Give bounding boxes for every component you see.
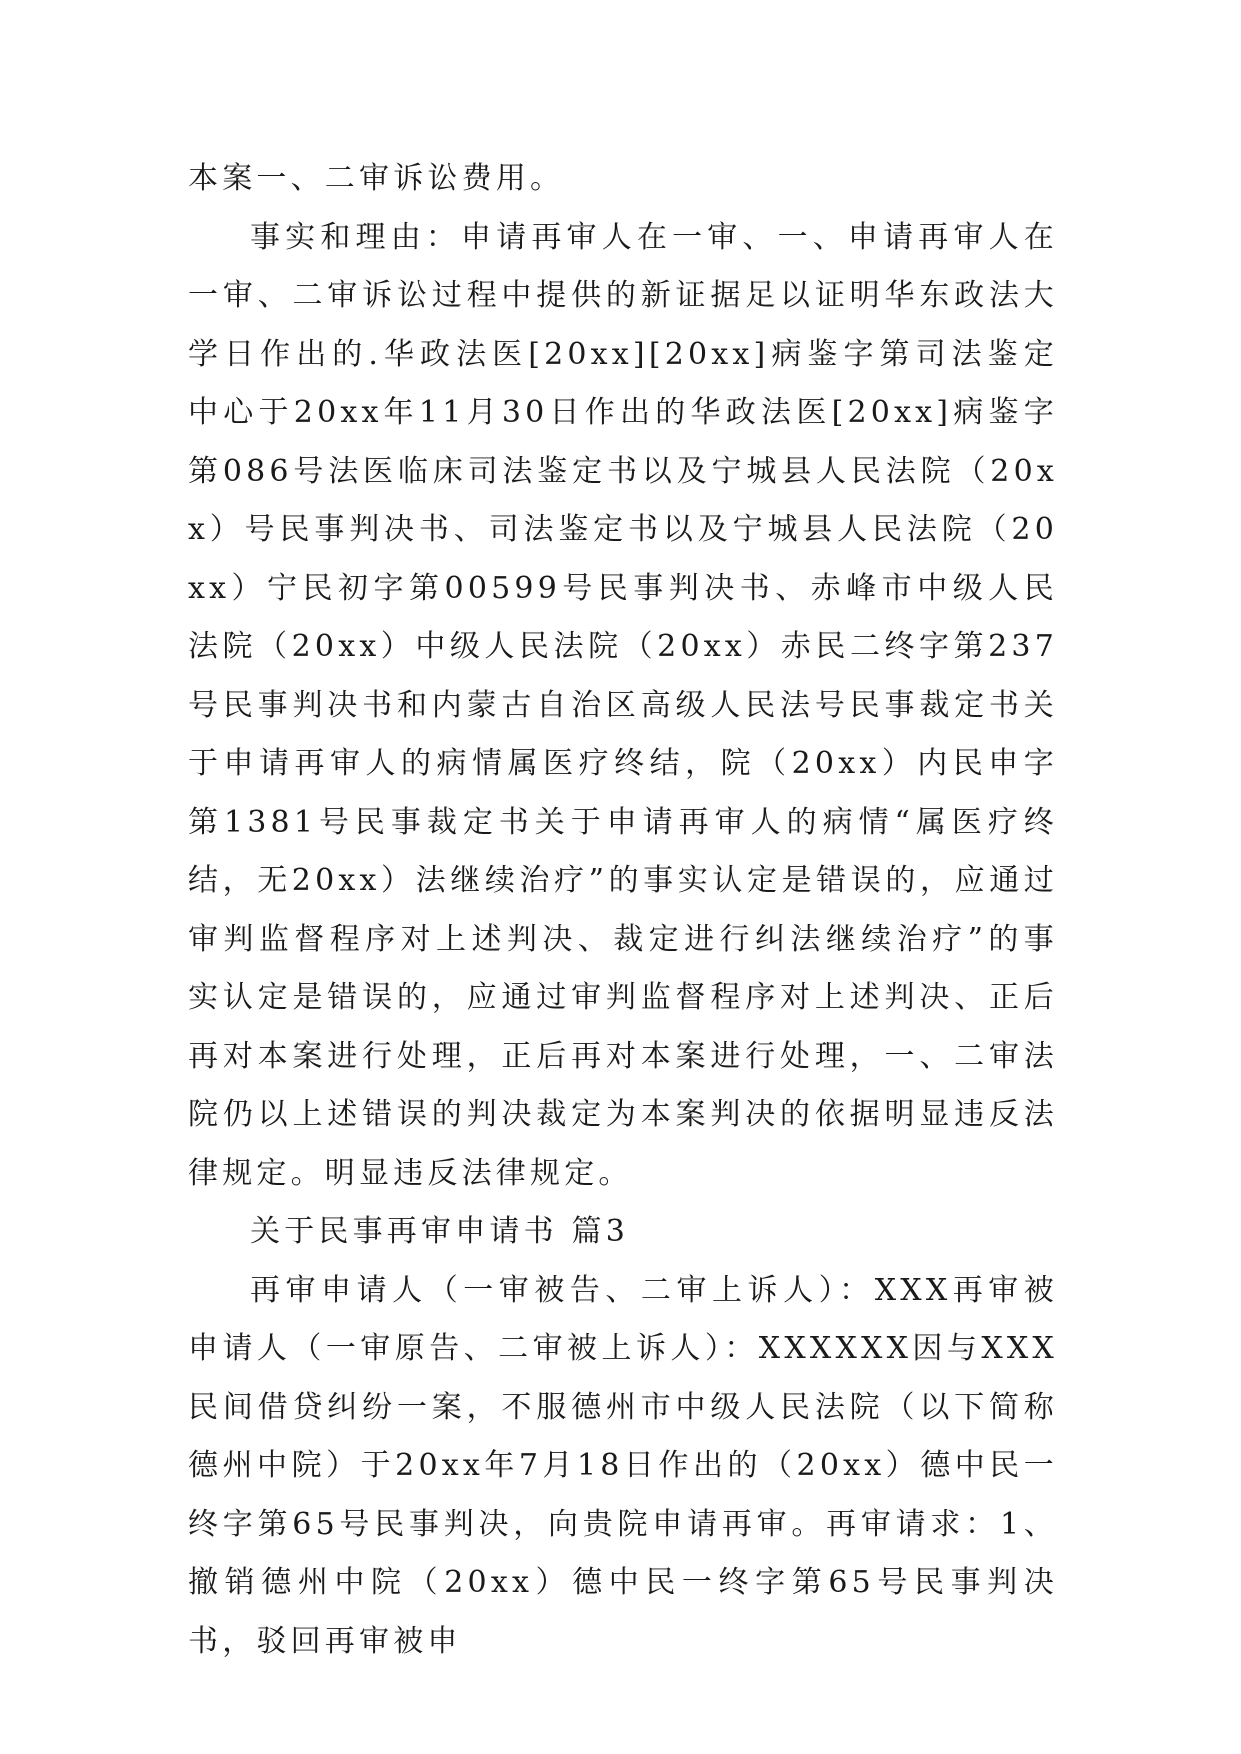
- section-heading: 关于民事再审申请书 篇3: [250, 1214, 630, 1249]
- paragraph-facts-and-reasons: 事实和理由：申请再审人在一审、一、申请再审人在一审、二审诉讼过程中提供的新证据足以证明华东政法大学日作出的.华政法医[20xx][20xx]病鉴字第司法鉴定中心于20xx年11月30日作出的华政法医[20xx]病鉴字第086号法医临床司法鉴定书以及宁城县人民法院（20xx）号民事判决书、司法鉴定书以及宁城县人民法院（20xx）宁民初字第00599号民事判决书、赤峰市中级人民法院（20xx）中级人民法院（20xx）赤民二终字第237号民事判决书和内蒙古自治区高级人民法号民事裁定书关于申请再审人的病情属医疗终结，院（20xx）内民申字第1381号民事裁定书关于申请再审人的病情“属医疗终结，无20xx）法继续治疗”的事实认定是错误的，应通过审判监督程序对上述判决、裁定进行纠法继续治疗”的事实认定是错误的，应通过审判监督程序对上述判决、正后再对本案进行处理，正后再对本案进行处理，一、二审法院仍以上述错误的判决裁定为本案判决的依据明显违反法律规定。明显违反法律规定。: [188, 219, 1058, 1191]
- document-body: [188, 150, 1058, 1671]
- paragraph-fees: 本案一、二审诉讼费用。: [188, 161, 565, 196]
- paragraph-retrial-request: 再审申请人（一审被告、二审上诉人）：XXX再审被申请人（一审原告、二审被上诉人）：XXXXXX因与XXX民间借贷纠纷一案，不服德州市中级人民法院（以下简称德州中院）于20xx年7月18日作出的（20xx）德中民一终字第65号民事判决，向贵院申请再审。再审请求：1、撤销德州中院（20xx）德中民一终字第65号民事判决书，驳回再审被申: [188, 1272, 1058, 1659]
